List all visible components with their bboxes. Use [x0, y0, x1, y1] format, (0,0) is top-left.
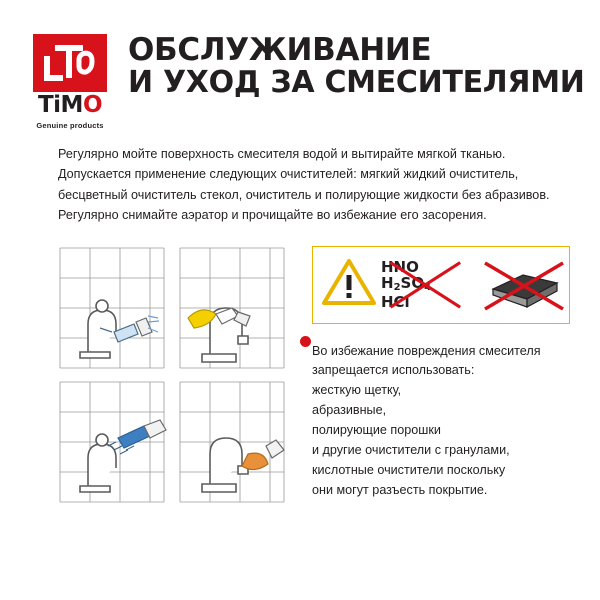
intro-paragraph-1: Регулярно мойте поверхность смесителя водой и вытирайте мягкой тканью. Допускается применение следующих очистителей: мягкий жидкий очиститель, бесцветный очиститель стекол, очиститель и полирующие жидкости без абразивов. [58, 147, 550, 202]
warning-triangle-icon [321, 257, 379, 312]
warning-triangle-svg [321, 257, 377, 307]
illustration-svg [52, 240, 292, 510]
chemical-h-sub: 2 [393, 282, 401, 294]
brand-logo [22, 30, 118, 130]
intro-paragraph-2: Регулярно снимайте аэратор и прочищайте во избежание его засорения. [58, 208, 487, 223]
chemical-so: SO [400, 274, 425, 293]
forbidden-line-4: абразивные, [312, 403, 387, 418]
timo-mark-svg [33, 34, 107, 92]
page-title-line-1: ОБСЛУЖИВАНИЕ [128, 32, 432, 68]
forbidden-line-8: они могут разъесть покрытие. [312, 482, 488, 497]
page-title [118, 30, 585, 100]
intro-text [0, 130, 600, 226]
faucet-step-1 [80, 300, 116, 358]
brand-wordmark-accent: O [82, 92, 103, 118]
forbidden-line-6: и другие очистители с гранулами, [312, 443, 510, 458]
chemical-so-sub: 4 [424, 282, 432, 294]
red-bullet-marker [300, 336, 311, 347]
chemical-hcl: HCl [381, 292, 410, 311]
brand-tagline: Genuine products [36, 121, 104, 130]
forbidden-chemicals [379, 259, 477, 311]
warning-box [312, 246, 570, 324]
abrasive-sponge-icon [477, 253, 569, 317]
faucet-step-4 [202, 438, 248, 492]
orange-cloth-icon [242, 440, 284, 470]
content-area [0, 240, 600, 540]
chemical-line-2 [381, 275, 477, 293]
forbidden-usage-text [312, 342, 578, 501]
forbidden-line-1: Во избежание повреждения смесителя [312, 343, 541, 358]
header [0, 0, 600, 130]
brand-wordmark-text: TiM [37, 92, 83, 118]
faucet-cleaning-illustration [52, 240, 292, 510]
brand-wordmark [22, 94, 118, 117]
chemical-line-3 [381, 294, 477, 311]
chemical-line-1 [381, 259, 477, 276]
brush-icon [108, 420, 166, 454]
forbidden-line-7: кислотные очистители поскольку [312, 462, 506, 477]
forbidden-line-5: полирующие порошки [312, 423, 441, 438]
forbidden-line-2: запрещается использовать: [312, 363, 475, 378]
forbidden-sponge [477, 253, 569, 317]
chemical-h: H [381, 274, 394, 293]
chemical-hno: HNO [381, 257, 419, 276]
forbidden-line-3: жесткую щетку, [312, 383, 402, 398]
timo-logo-icon [33, 34, 107, 92]
page-title-line-2: И УХОД ЗА СМЕСИТЕЛЯМИ [128, 65, 585, 101]
faucet-step-3 [80, 434, 116, 492]
